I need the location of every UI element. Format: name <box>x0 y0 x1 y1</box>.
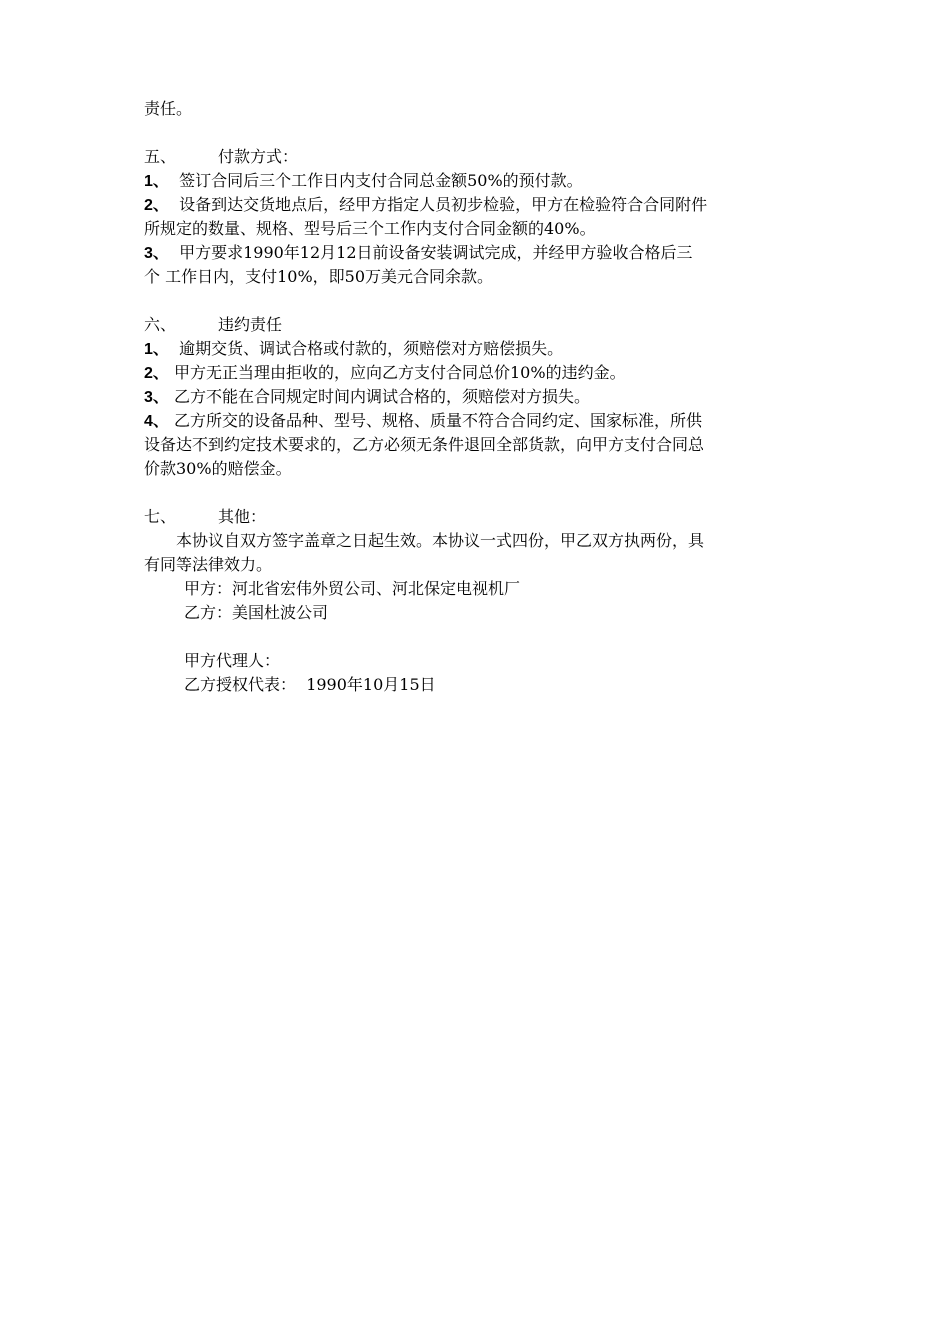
section-6-title: 违约责任 <box>218 315 283 334</box>
section-5-heading <box>144 145 816 169</box>
section-5-item-3-line-1 <box>144 241 816 265</box>
item-text: 签订合同后三个工作日内支付合同总金额50%的预付款。 <box>179 171 583 190</box>
section-7-paragraph-line-2: 有同等法律效力。 <box>144 555 273 574</box>
section-6-item-2 <box>144 361 816 385</box>
item-text: 逾期交货、调试合格或付款的，须赔偿对方赔偿损失。 <box>179 339 564 358</box>
party-a-line: 甲方：河北省宏伟外贸公司、河北保定电视机厂 <box>184 579 521 598</box>
spacer <box>144 121 816 145</box>
signing-date: 1990年10月15日 <box>306 675 436 694</box>
section-6-item-4-line-3: 价款30%的赔偿金。 <box>144 459 292 478</box>
item-number: 2、 <box>144 365 169 382</box>
item-number: 1、 <box>144 173 169 190</box>
item-text: 甲方要求1990年12月12日前设备安装调试完成，并经甲方验收合格后三 <box>179 243 693 262</box>
spacer <box>144 625 816 649</box>
section-7-heading <box>144 505 816 529</box>
section-7-title: 其他： <box>218 507 267 526</box>
party-a-agent-line: 甲方代理人： <box>184 651 281 670</box>
spacer <box>144 289 816 313</box>
contract-page <box>144 97 816 697</box>
item-number: 2、 <box>144 197 169 214</box>
item-text: 乙方所交的设备品种、型号、规格、质量不符合合同约定、国家标准，所供 <box>174 411 703 430</box>
party-b-line: 乙方：美国杜波公司 <box>184 603 329 622</box>
item-text: 乙方不能在合同规定时间内调试合格的，须赔偿对方损失。 <box>174 387 591 406</box>
section-6-number: 六、 <box>144 315 177 334</box>
item-text: 设备到达交货地点后，经甲方指定人员初步检验，甲方在检验符合合同附件 <box>179 195 708 214</box>
section-5-item-2-line-2: 所规定的数量、规格、型号后三个工作内支付合同金额的40%。 <box>144 219 596 238</box>
party-b-representative-label: 乙方授权代表： <box>184 675 297 694</box>
section-7-number: 七、 <box>144 507 177 526</box>
item-number: 3、 <box>144 245 169 262</box>
section-5-item-2-line-1 <box>144 193 816 217</box>
item-text: 甲方无正当理由拒收的，应向乙方支付合同总价10%的违约金。 <box>174 363 626 382</box>
party-b-representative-line <box>144 673 816 697</box>
section-6-item-4-line-1 <box>144 409 816 433</box>
section-5-item-3-line-2: 个 工作日内，支付10%，即50万美元合同余款。 <box>144 267 494 286</box>
item-number: 3、 <box>144 389 169 406</box>
section-5-item-1 <box>144 169 816 193</box>
section-5-title: 付款方式： <box>218 147 299 166</box>
item-number: 1、 <box>144 341 169 358</box>
section-7-paragraph-line-1: 本协议自双方签字盖章之日起生效。本协议一式四份，甲乙双方执两份，具 <box>176 531 705 550</box>
section-5-number: 五、 <box>144 147 177 166</box>
section-6-item-3 <box>144 385 816 409</box>
section-6-item-4-line-2: 设备达不到约定技术要求的，乙方必须无条件退回全部货款，向甲方支付合同总 <box>144 435 705 454</box>
section-6-heading <box>144 313 816 337</box>
spacer <box>144 481 816 505</box>
section-6-item-1 <box>144 337 816 361</box>
item-number: 4、 <box>144 413 169 430</box>
previous-page-fragment: 责任。 <box>144 99 193 118</box>
